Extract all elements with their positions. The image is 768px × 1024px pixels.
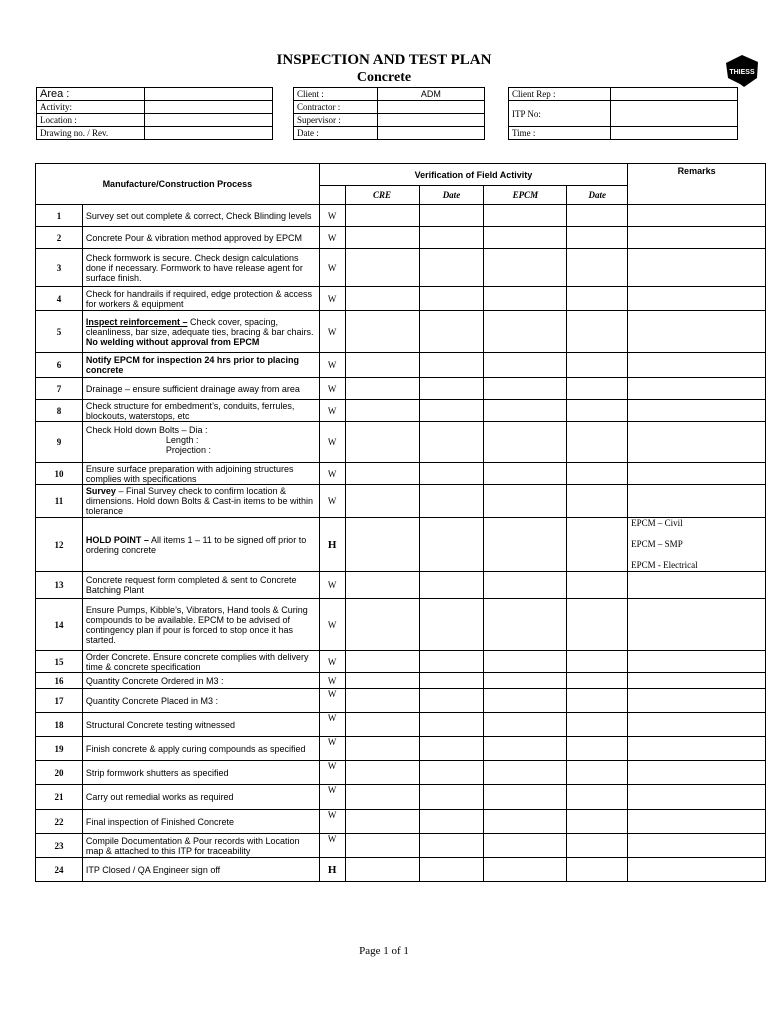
date-cell[interactable] (567, 599, 628, 651)
remark-epcm-civil: EPCM – Civil (631, 518, 683, 528)
wh-header-blank (319, 186, 345, 205)
date-cell[interactable] (419, 227, 484, 249)
date-cell[interactable] (419, 422, 484, 463)
epcm-cell[interactable] (484, 572, 567, 599)
row-number: 21 (36, 785, 83, 810)
table-row (36, 249, 766, 287)
client-rep-value[interactable] (610, 88, 737, 101)
row-text: Quantity Concrete Placed in M3 : (82, 689, 319, 713)
cre-cell[interactable] (345, 378, 419, 400)
client-label: Client : (294, 88, 378, 101)
remarks-cell[interactable] (628, 651, 766, 673)
remark-epcm-electrical: EPCM - Electrical (631, 560, 698, 570)
date-cell[interactable] (567, 311, 628, 353)
remarks-cell[interactable] (628, 713, 766, 737)
row-number: 24 (36, 858, 83, 882)
row-body: All items 1 – 11 to be signed off prior to ordering concrete (85, 534, 307, 555)
page-number: Page 1 of 1 (359, 945, 409, 957)
row-body: Check cover, spacing, cleanliness, bar size, adequate ties, bracing & bar chairs. (85, 316, 314, 337)
row-number: 5 (36, 311, 83, 353)
epcm-cell[interactable] (484, 518, 567, 572)
logo-text: THIESS (729, 69, 755, 76)
location-value[interactable] (144, 114, 272, 127)
table-row (36, 689, 766, 713)
row-text (82, 518, 319, 572)
row-wh: W (319, 249, 345, 287)
table-row (36, 651, 766, 673)
cre-cell[interactable] (345, 353, 419, 378)
row-line-2: Length : (165, 435, 199, 445)
table-row (36, 785, 766, 810)
table-row (36, 400, 766, 422)
row-text: Drainage – ensure sufficient drainage away from area (82, 378, 319, 400)
drawing-label: Drawing no. / Rev. (37, 127, 145, 140)
cre-cell[interactable] (345, 713, 419, 737)
table-row (36, 858, 766, 882)
date-cell[interactable] (419, 311, 484, 353)
row-text: Notify EPCM for inspection 24 hrs prior to placing concrete (82, 353, 319, 378)
remarks-cell[interactable] (628, 834, 766, 858)
row-text: Strip formwork shutters as specified (82, 761, 319, 785)
row-text: Structural Concrete testing witnessed (82, 713, 319, 737)
row-number: 17 (36, 689, 83, 713)
remarks-cell[interactable] (628, 205, 766, 227)
row-number: 11 (36, 485, 83, 518)
cre-cell[interactable] (345, 599, 419, 651)
epcm-cell[interactable] (484, 287, 567, 311)
remarks-cell[interactable] (628, 673, 766, 689)
cre-cell[interactable] (345, 422, 419, 463)
date-cell[interactable] (419, 651, 484, 673)
date-cell[interactable] (419, 599, 484, 651)
date-cell[interactable] (567, 205, 628, 227)
col-date-1: Date (419, 186, 484, 205)
table-row (36, 834, 766, 858)
row-wh: W (319, 353, 345, 378)
row-number: 20 (36, 761, 83, 785)
row-number: 8 (36, 400, 83, 422)
info-mid-table (293, 87, 485, 140)
table-row (36, 311, 766, 353)
epcm-cell[interactable] (484, 810, 567, 834)
row-wh: W (319, 599, 345, 651)
row-wh: W (319, 400, 345, 422)
date-cell[interactable] (567, 737, 628, 761)
col-cre: CRE (345, 186, 419, 205)
info-right-table (508, 87, 738, 140)
verification-header: Verification of Field Activity (319, 164, 628, 186)
table-row (36, 737, 766, 761)
remarks-cell[interactable] (628, 378, 766, 400)
remarks-cell[interactable] (628, 400, 766, 422)
epcm-cell[interactable] (484, 673, 567, 689)
row-wh: W (319, 761, 345, 785)
cre-cell[interactable] (345, 463, 419, 485)
row-text: Concrete request form completed & sent to Concrete Batching Plant (82, 572, 319, 599)
row-wh: W (319, 689, 345, 713)
row-line-3: Projection : (165, 445, 211, 455)
row-number: 13 (36, 572, 83, 599)
row-text: Order Concrete. Ensure concrete complies with delivery time & concrete specification (82, 651, 319, 673)
epcm-cell[interactable] (484, 463, 567, 485)
row-text: Quantity Concrete Ordered in M3 : (82, 673, 319, 689)
cre-cell[interactable] (345, 785, 419, 810)
remarks-header: Remarks (628, 164, 766, 205)
row-text: Ensure Pumps, Kibble’s, Vibrators, Hand tools & Curing compounds to be available. EPCM to be advised of contingency plan if pour is forced to stop once it has started. (82, 599, 319, 651)
remark-epcm-smp: EPCM – SMP (631, 539, 683, 549)
row-number: 1 (36, 205, 83, 227)
row-wh: W (319, 287, 345, 311)
remarks-cell[interactable] (628, 422, 766, 463)
row-number: 22 (36, 810, 83, 834)
row-text: Carry out remedial works as required (82, 785, 319, 810)
epcm-cell[interactable] (484, 785, 567, 810)
date-cell[interactable] (567, 422, 628, 463)
row-number: 6 (36, 353, 83, 378)
epcm-cell[interactable] (484, 834, 567, 858)
date-label: Date : (294, 127, 378, 140)
date-cell[interactable] (567, 673, 628, 689)
epcm-cell[interactable] (484, 858, 567, 882)
remarks-cell[interactable] (628, 227, 766, 249)
row-text: Check for handrails if required, edge protection & access for workers & equipment (82, 287, 319, 311)
date-cell[interactable] (419, 463, 484, 485)
date-cell[interactable] (419, 287, 484, 311)
epcm-cell[interactable] (484, 353, 567, 378)
row-lead: Inspect reinforcement – (85, 316, 188, 327)
area-label: Area : (37, 88, 145, 101)
row-number: 9 (36, 422, 83, 463)
cre-cell[interactable] (345, 737, 419, 761)
process-header: Manufacture/Construction Process (36, 164, 320, 205)
date-cell[interactable] (567, 227, 628, 249)
row-text: Survey set out complete & correct, Check Blinding levels (82, 205, 319, 227)
row-text: Finish concrete & apply curing compounds as specified (82, 737, 319, 761)
row-number: 4 (36, 287, 83, 311)
date-cell[interactable] (419, 249, 484, 287)
remarks-cell[interactable] (628, 689, 766, 713)
table-row (36, 713, 766, 737)
row-text: Ensure surface preparation with adjoining structures complies with specifications (82, 463, 319, 485)
row-lead: Survey (85, 486, 116, 496)
row-lead: HOLD POINT – (85, 534, 149, 545)
date-cell[interactable] (419, 689, 484, 713)
epcm-cell[interactable] (484, 761, 567, 785)
area-value[interactable] (144, 88, 272, 101)
epcm-cell[interactable] (484, 485, 567, 518)
row-number: 18 (36, 713, 83, 737)
remarks-cell[interactable] (628, 518, 766, 572)
itp-no-value[interactable] (610, 101, 737, 127)
row-text (82, 422, 319, 463)
date-cell[interactable] (419, 353, 484, 378)
date-cell[interactable] (419, 673, 484, 689)
date-cell[interactable] (567, 353, 628, 378)
date-cell[interactable] (567, 834, 628, 858)
date-cell[interactable] (419, 485, 484, 518)
cre-cell[interactable] (345, 287, 419, 311)
cre-cell[interactable] (345, 227, 419, 249)
row-number: 23 (36, 834, 83, 858)
row-text: Concrete Pour & vibration method approved by EPCM (82, 227, 319, 249)
row-wh: W (319, 651, 345, 673)
row-number: 12 (36, 518, 83, 572)
document-subtitle: Concrete (356, 70, 412, 85)
table-row (36, 422, 766, 463)
row-wh: W (319, 463, 345, 485)
date-cell[interactable] (419, 713, 484, 737)
remarks-cell[interactable] (628, 761, 766, 785)
row-text (82, 485, 319, 518)
epcm-cell[interactable] (484, 422, 567, 463)
table-row (36, 599, 766, 651)
remarks-cell[interactable] (628, 810, 766, 834)
date-cell[interactable] (567, 689, 628, 713)
row-wh: W (319, 785, 345, 810)
epcm-cell[interactable] (484, 651, 567, 673)
cre-cell[interactable] (345, 205, 419, 227)
contractor-value[interactable] (377, 101, 484, 114)
date-cell[interactable] (419, 518, 484, 572)
epcm-cell[interactable] (484, 378, 567, 400)
client-rep-label: Client Rep : (509, 88, 611, 101)
row-text (82, 311, 319, 353)
table-row (36, 518, 766, 572)
cre-cell[interactable] (345, 651, 419, 673)
epcm-cell[interactable] (484, 689, 567, 713)
row-wh: H (319, 858, 345, 882)
row-number: 7 (36, 378, 83, 400)
date-cell[interactable] (419, 205, 484, 227)
remarks-cell[interactable] (628, 572, 766, 599)
remarks-cell[interactable] (628, 353, 766, 378)
row-wh: W (319, 713, 345, 737)
contractor-label: Contractor : (294, 101, 378, 114)
date-cell[interactable] (567, 572, 628, 599)
remarks-cell[interactable] (628, 287, 766, 311)
cre-cell[interactable] (345, 858, 419, 882)
itp-table (35, 163, 766, 882)
date-cell[interactable] (567, 761, 628, 785)
row-wh: W (319, 485, 345, 518)
cre-cell[interactable] (345, 834, 419, 858)
remarks-cell[interactable] (628, 311, 766, 353)
activity-label: Activity: (37, 101, 145, 114)
date-cell[interactable] (419, 572, 484, 599)
cre-cell[interactable] (345, 518, 419, 572)
row-text: ITP Closed / QA Engineer sign off (82, 858, 319, 882)
date-cell[interactable] (567, 651, 628, 673)
table-row (36, 761, 766, 785)
date-cell[interactable] (567, 713, 628, 737)
cre-cell[interactable] (345, 673, 419, 689)
table-row (36, 810, 766, 834)
date-cell[interactable] (567, 249, 628, 287)
date-cell[interactable] (567, 287, 628, 311)
cre-cell[interactable] (345, 249, 419, 287)
cre-cell[interactable] (345, 400, 419, 422)
cre-cell[interactable] (345, 572, 419, 599)
drawing-value[interactable] (144, 127, 272, 140)
info-left-table (36, 87, 273, 140)
row-wh: W (319, 205, 345, 227)
date-cell[interactable] (567, 810, 628, 834)
supervisor-label: Supervisor : (294, 114, 378, 127)
row-text: Check formwork is secure. Check design calculations done if necessary. Formwork to have release agent for surface finish. (82, 249, 319, 287)
table-row (36, 287, 766, 311)
epcm-cell[interactable] (484, 205, 567, 227)
row-text: Compile Documentation & Pour records with Location map & attached to this ITP for traceability (82, 834, 319, 858)
date-cell[interactable] (419, 378, 484, 400)
date-cell[interactable] (419, 761, 484, 785)
table-row (36, 673, 766, 689)
row-number: 10 (36, 463, 83, 485)
itp-no-label: ITP No: (509, 101, 611, 127)
col-epcm: EPCM (484, 186, 567, 205)
date-cell[interactable] (419, 785, 484, 810)
remarks-cell[interactable] (628, 599, 766, 651)
row-number: 2 (36, 227, 83, 249)
table-row (36, 463, 766, 485)
epcm-cell[interactable] (484, 737, 567, 761)
table-row (36, 572, 766, 599)
row-wh: W (319, 810, 345, 834)
client-value[interactable]: ADM (377, 88, 484, 101)
epcm-cell[interactable] (484, 249, 567, 287)
row-wh: W (319, 311, 345, 353)
row-wh: H (319, 518, 345, 572)
row-wh: W (319, 737, 345, 761)
date-cell[interactable] (567, 485, 628, 518)
cre-cell[interactable] (345, 810, 419, 834)
cre-cell[interactable] (345, 689, 419, 713)
row-number: 3 (36, 249, 83, 287)
document-title: INSPECTION AND TEST PLAN (276, 52, 492, 68)
col-date-2: Date (567, 186, 628, 205)
remarks-cell[interactable] (628, 785, 766, 810)
row-body: – Final Survey check to confirm location & dimensions. Hold down Bolts & Cast-in items to be within tolerance (85, 486, 314, 516)
date-cell[interactable] (567, 518, 628, 572)
row-wh: W (319, 572, 345, 599)
supervisor-value[interactable] (377, 114, 484, 127)
remarks-cell[interactable] (628, 463, 766, 485)
row-wh: W (319, 673, 345, 689)
date-value[interactable] (377, 127, 484, 140)
date-cell[interactable] (419, 834, 484, 858)
row-number: 19 (36, 737, 83, 761)
cre-cell[interactable] (345, 485, 419, 518)
date-cell[interactable] (567, 858, 628, 882)
table-row (36, 353, 766, 378)
table-row (36, 485, 766, 518)
epcm-cell[interactable] (484, 713, 567, 737)
time-value[interactable] (610, 127, 737, 140)
remarks-cell[interactable] (628, 737, 766, 761)
table-row (36, 205, 766, 227)
row-wh: W (319, 378, 345, 400)
location-label: Location : (37, 114, 145, 127)
epcm-cell[interactable] (484, 599, 567, 651)
date-cell[interactable] (567, 400, 628, 422)
date-cell[interactable] (567, 785, 628, 810)
row-number: 16 (36, 673, 83, 689)
row-line-1: Check Hold down Bolts – Dia : (85, 425, 208, 435)
remarks-cell[interactable] (628, 858, 766, 882)
thiess-logo (724, 54, 760, 88)
table-row (36, 227, 766, 249)
time-label: Time : (509, 127, 611, 140)
row-wh: W (319, 227, 345, 249)
table-row (36, 378, 766, 400)
row-text: Final inspection of Finished Concrete (82, 810, 319, 834)
row-wh: W (319, 422, 345, 463)
epcm-cell[interactable] (484, 227, 567, 249)
activity-value[interactable] (144, 101, 272, 114)
row-number: 15 (36, 651, 83, 673)
date-cell[interactable] (419, 737, 484, 761)
row-number: 14 (36, 599, 83, 651)
date-cell[interactable] (419, 810, 484, 834)
date-cell[interactable] (419, 400, 484, 422)
epcm-cell[interactable] (484, 311, 567, 353)
date-cell[interactable] (419, 858, 484, 882)
epcm-cell[interactable] (484, 400, 567, 422)
row-tail: No welding without approval from EPCM (85, 336, 260, 347)
row-text: Check structure for embedment’s, conduits, ferrules, blockouts, waterstops, etc (82, 400, 319, 422)
remarks-cell[interactable] (628, 249, 766, 287)
cre-cell[interactable] (345, 761, 419, 785)
remarks-cell[interactable] (628, 485, 766, 518)
date-cell[interactable] (567, 463, 628, 485)
row-wh: W (319, 834, 345, 858)
cre-cell[interactable] (345, 311, 419, 353)
date-cell[interactable] (567, 378, 628, 400)
